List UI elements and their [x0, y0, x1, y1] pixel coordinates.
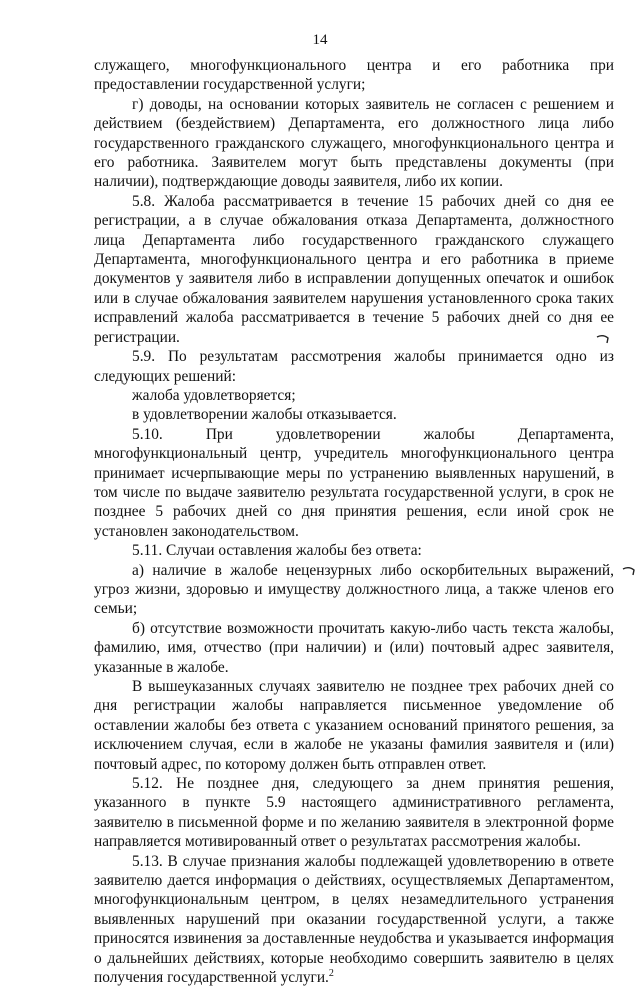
footnote-marker: 2	[328, 967, 334, 979]
paragraph-5-8: 5.8. Жалоба рассматривается в течение 15 рабочих дней со дня ее регистрации, а в случае обжалования отказа Департамента, должностного лица Департамента либо государственного гражданского служащего Департамента, многофункционального центра и его работника в приеме документов у заявителя либо в исправлении допущенных опечаток и ошибок или в случае обжалования заявителем нарушения установленного срока таких исправлений жалоба рассматривается в течение 5 рабочих дней со дня ее регистрации.	[94, 192, 614, 346]
page-number: 14	[312, 32, 328, 48]
paragraph-item-g: г) доводы, на основании которых заявитель не согласен с решением и действием (бездействием) Департамента, его должностного лица либо государственного гражданского служащего, многофункционального центра и его работника. Заявителем могут быть представлены документы (при наличии), подтверждающие доводы заявителя, либо их копии.	[94, 95, 614, 191]
paragraph-continuation: служащего, многофункционального центра и его работника при предоставлении государственной услуги;	[94, 57, 614, 94]
document-body	[94, 56, 614, 988]
paragraph-item-b: б) отсутствие возможности прочитать какую-либо часть текста жалобы, фамилию, имя, отчество (при наличии) и (или) почтовый адрес заявителя, указанные в жалобе.	[94, 619, 614, 676]
paragraph-5-12: 5.12. Не позднее дня, следующего за днем принятия решения, указанного в пункте 5.9 настоящего административного регламента, заявителю в письменной форме и по желанию заявителя в электронной форме направляется мотивированный ответ о результатах рассмотрения жалобы.	[94, 775, 614, 851]
paragraph-item-a: а) наличие в жалобе нецензурных либо оскорбительных выражений, угроз жизни, здоровью и имуществу должностного лица, а также членов его семьи;	[94, 561, 614, 618]
decision-satisfied: жалоба удовлетворяется;	[132, 386, 296, 404]
paragraph-5-13	[94, 852, 614, 988]
paragraph-5-13-text: 5.13. В случае признания жалобы подлежащей удовлетворению в ответе заявителю дается информация о действиях, осуществляемых Департаментом, многофункциональным центром, в целях незамедлительного устранения выявленных нарушений при оказании государственной услуги, а также приносятся извинения за доставленные неудобства и указывается информация о дальнейших действиях, которые необходимо совершить заявителю в целях получения государственной услуги.	[94, 852, 614, 987]
paragraph-notice: В вышеуказанных случаях заявителю не позднее трех рабочих дней со дня регистрации жалобы направляется письменное уведомление об оставлении жалобы без ответа с указанием оснований принятого решения, за исключением случая, если в жалобе не указаны фамилия заявителя и (или) почтовый адрес, по которому должен быть отправлен ответ.	[94, 678, 614, 773]
paragraph-5-10: 5.10. При удовлетворении жалобы Департамента, многофункциональный центр, учредитель многофункционального центра принимает исчерпывающие меры по устранению выявленных нарушений, в том числе по выдаче заявителю результата государственной услуги, в срок не позднее 5 рабочих дней со дня принятия решения, если иной срок не установлен законодательством.	[94, 425, 614, 540]
pen-mark-icon	[622, 566, 636, 576]
decision-refused: в удовлетворении жалобы отказывается.	[132, 406, 397, 424]
paragraph-5-9: 5.9. По результатам рассмотрения жалобы принимается одно из следующих решений:	[94, 348, 614, 385]
paragraph-5-11: 5.11. Случаи оставления жалобы без ответа:	[132, 542, 422, 560]
pen-mark-icon	[596, 334, 610, 344]
